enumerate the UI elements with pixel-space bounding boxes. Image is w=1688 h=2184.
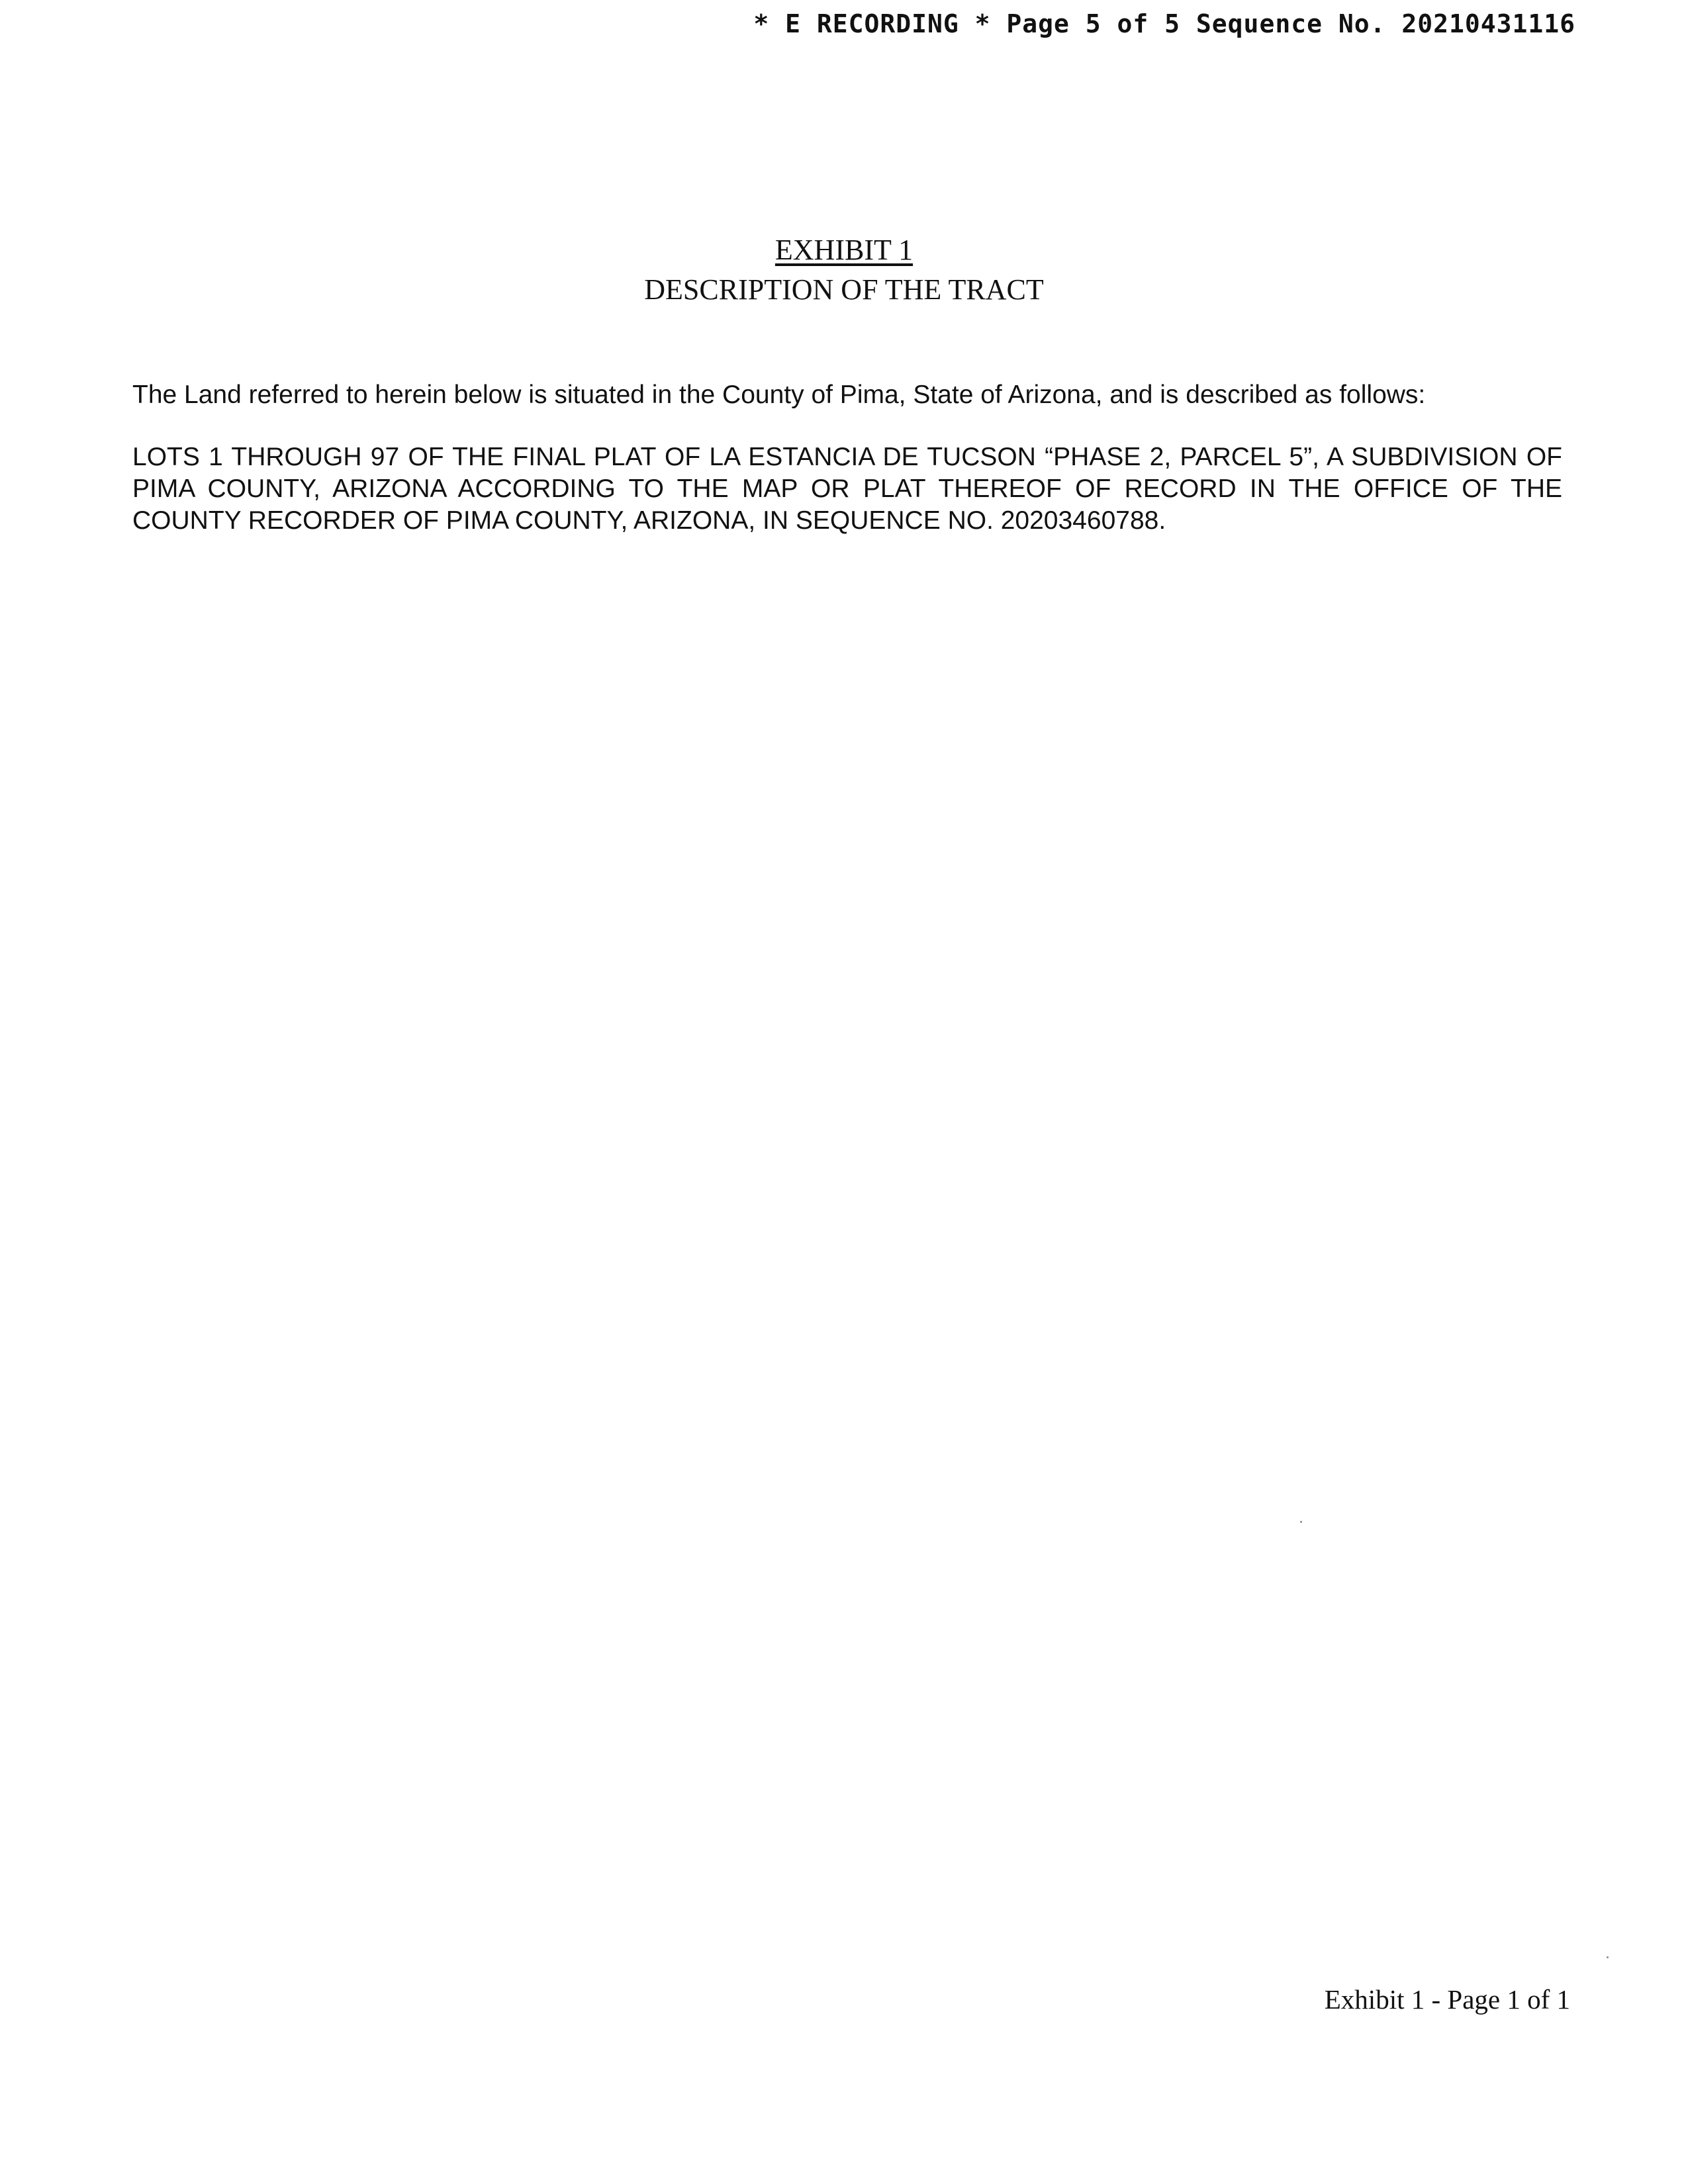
legal-description-paragraph: LOTS 1 THROUGH 97 OF THE FINAL PLAT OF LA ESTANCIA DE TUCSON “PHASE 2, PARCEL 5”, A SUBDIVISION OF PIMA COUNTY, ARIZONA ACCORDING TO THE MAP OR PLAT THEREOF OF RECORD IN THE OFFICE OF THE COUNTY RECORDER OF PIMA COUNTY, ARIZONA, IN SEQUENCE NO. 20203460788. [132,443,1562,535]
scan-speck [1607,1956,1609,1958]
exhibit-subtitle: DESCRIPTION OF THE TRACT [644,273,1044,306]
title-block [0,230,1688,310]
page-footer: Exhibit 1 - Page 1 of 1 [1324,1984,1570,2015]
intro-paragraph: The Land referred to herein below is situated in the County of Pima, State of Arizona, and is described as follows: [132,381,1426,409]
scan-speck [1300,1521,1302,1523]
recording-header: * E RECORDING * Page 5 of 5 Sequence No. 20210431116 [753,9,1575,38]
exhibit-title: EXHIBIT 1 [774,234,914,266]
